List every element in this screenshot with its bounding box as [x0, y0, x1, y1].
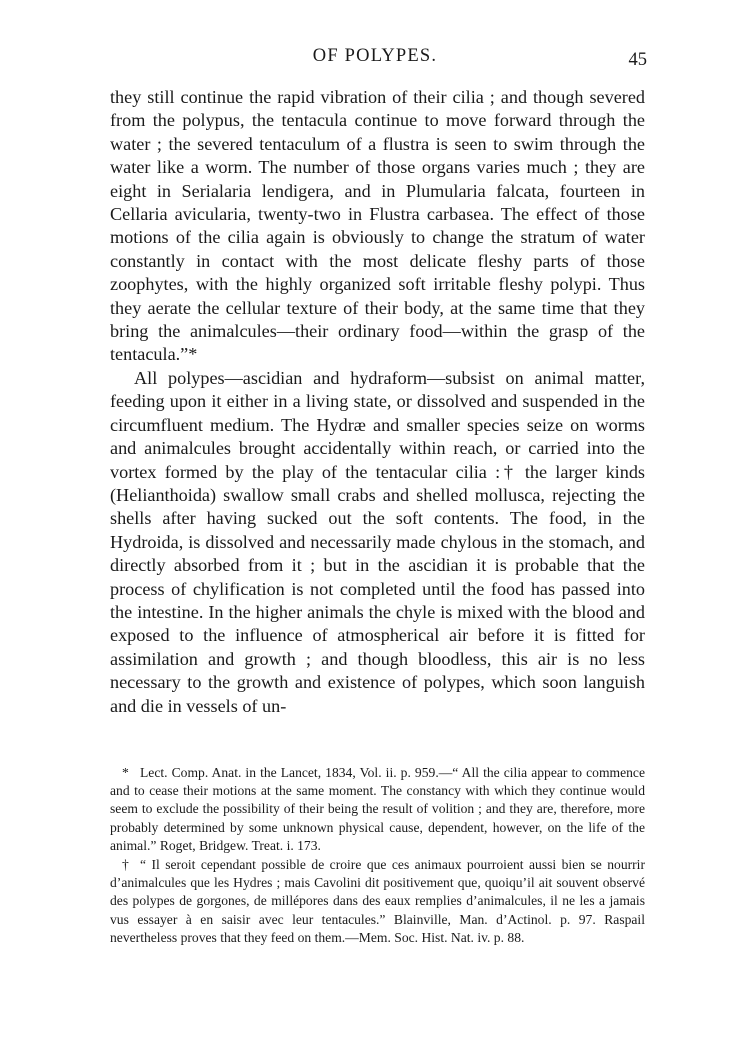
footnote-1: [110, 764, 645, 855]
footnote-1-text: Lect. Comp. Anat. in the Lancet, 1834, Vol. ii. p. 959.—“ All the cilia appear to commence and to cease their motions at the same moment. The constancy with which they continue would seem to exclude the possibility of their being the result of volition ; and they are, therefore, more probably determined by some unknown physical cause, dependent, however, on the life of the animal.” Roget, Bridgew. Treat. i. 173.: [110, 765, 645, 853]
page-number: 45: [628, 50, 647, 70]
footnotes: [110, 764, 645, 948]
footnote-2-text: “ Il seroit cependant possible de croire que ces animaux pourroient aussi bien se nourrir d’animalcules que les Hydres ; mais Cavolini dit positivement que, quoiqu’il ait souvent observé des polypes de gorgones, de millépores dans des eaux remplies d’animalcules, il ne les a jamais vus essayer à en saisir avec leur tentacules.” Blainville, Man. d’Actinol. p. 97. Raspail nevertheless proves that they feed on them.—Mem. Soc. Hist. Nat. iv. p. 88.: [110, 857, 645, 945]
footnote-2-mark: †: [122, 857, 129, 873]
paragraph-continued: they still continue the rapid vibration of their cilia ; and though severed from the polypus, the tentacula continue to move forward through the water ; the severed tentaculum of a flustra is seen to swim through the water like a worm. The number of those organs varies much ; they are eight in Serialaria lendigera, and in Plumularia falcata, fourteen in Cellaria avicularia, twenty-two in Flustra carbasea. The effect of those motions of the cilia again is obviously to change the stratum of water constantly in contact with the most delicate fleshy parts of those zoophytes, with the highly organized soft irritable fleshy polypi. Thus they aerate the cellular texture of their body, at the same time that they bring the animalcules—their ordinary food—within the grasp of the tentacula.”*: [110, 87, 645, 365]
footnote-1-mark: *: [122, 765, 129, 780]
running-title: OF POLYPES.: [312, 46, 438, 66]
paragraph-polypes-feeding: All polypes—ascidian and hydraform—subsist on animal matter, feeding upon it either in a living state, or dissolved and suspended in the circumfluent medium. The Hydræ and smaller species seize on worms and animalcules brought accidentally within reach, or carried into the vortex formed by the play of the tentacular cilia :† the larger kinds (Helianthoida) swallow small crabs and shelled mollusca, rejecting the shells after having sucked out the soft contents. The food, in the Hydroida, is dissolved and necessarily made chylous in the stomach, and directly absorbed from it ; but in the ascidian it is probable that the process of chylification is not completed until the food has passed into the intestine. In the higher animals the chyle is mixed with the blood and exposed to the influence of atmospherical air before it is fitted for assimilation and growth ; and though bloodless, this air is no less necessary to the growth and existence of polypes, which soon languish and die in vessels of un-: [110, 367, 645, 716]
running-head: [0, 46, 750, 76]
footnote-2: [110, 856, 645, 947]
body-text: [110, 86, 645, 718]
